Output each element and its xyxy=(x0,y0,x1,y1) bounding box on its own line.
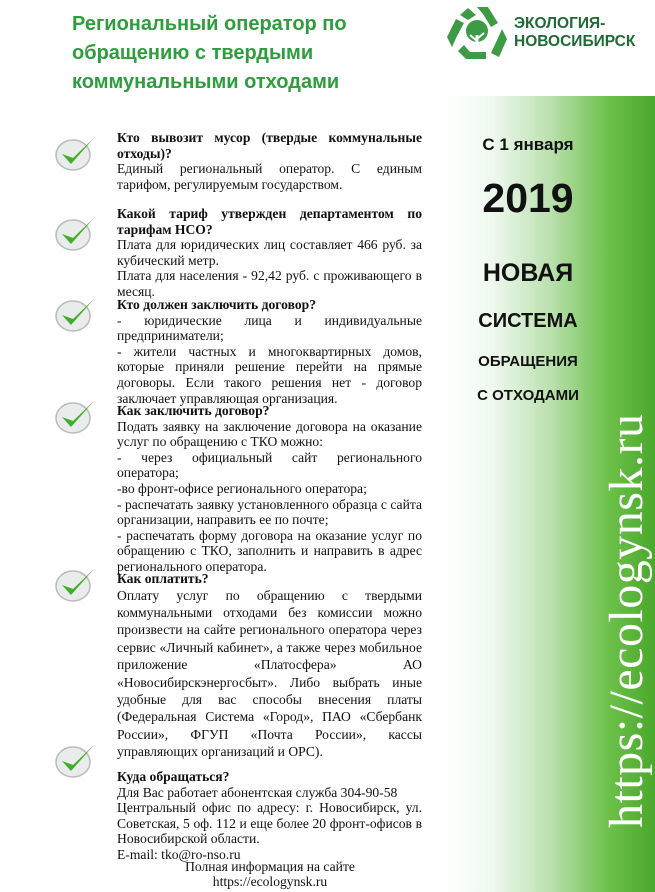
faq-answer-line: Для Вас работает абонентская служба 304-90-58 xyxy=(117,784,398,800)
faq-answer-line: Центральный офис по адресу: г. Новосибирск, ул. Советская, 5 оф. 112 и еще более 20 фронт-офисов в Новосибирской области. xyxy=(117,800,422,847)
faq-answer-line: - жители частных и многоквартирных домов, которые приняли решение перейти на прямые договоры. Если такого решения нет - договор заключает управляющая организация. xyxy=(117,343,422,406)
faq-answer-line: - через официальный сайт регионального оператора; xyxy=(117,449,422,481)
faq-question: Как заключить договор? xyxy=(117,403,270,418)
promo-line4: С ОТХОДАМИ xyxy=(477,387,579,404)
check-icon xyxy=(54,397,96,435)
recycle-tree-icon xyxy=(446,5,508,61)
faq-answer-line: Подать заявку на заключение договора на оказание услуг по обращению с ТКО можно: xyxy=(117,418,422,450)
faq-question: Кто вывозит мусор (твердые коммунальные отходы)? xyxy=(117,130,422,161)
email-line[interactable]: E-mail: tko@ro-nso.ru xyxy=(117,846,241,862)
faq-answer-line: -во фронт-офисе регионального оператора; xyxy=(117,480,367,496)
page-title: Региональный оператор по обращению с твердыми коммунальными отходами xyxy=(72,13,347,93)
faq-answer-line: Плата для населения - 92,42 руб. с проживающего в месяц. xyxy=(117,268,422,299)
faq-answer-line: - распечатать заявку установленного образца с сайта организации, направить ее по почте; xyxy=(117,496,422,528)
footer-info: Полная информация на сайте xyxy=(185,859,355,874)
faq-question: Куда обращаться? xyxy=(117,769,230,784)
promo-year: 2019 xyxy=(482,175,574,221)
vertical-website-url[interactable]: https://ecologynsk.ru xyxy=(600,413,653,828)
faq-section xyxy=(117,403,422,575)
check-icon xyxy=(54,565,96,603)
check-icon xyxy=(54,741,96,779)
faq-answer-line: Оплату услуг по обращению с твердыми коммунальными отходами без комиссии можно произвести на сайте регионального оператора через сервис «Личный кабинет», а также через мобильное приложение «Платосфера» АО «Новосибирскэнергосбыт». Либо выбрать иные удобные для вас способы внесения платы (Федеральная Система «Город», ПАО «Сбербанк России», ФГУП «Почта России», кассы управляющих организаций и ОРС). xyxy=(117,587,422,760)
promo-line3: ОБРАЩЕНИЯ xyxy=(478,353,578,370)
faq-answer-line: - распечатать форму договора на оказание услуг по обращению с ТКО, заполнить и направить в адрес регионального оператора. xyxy=(117,527,422,574)
check-icon xyxy=(54,295,96,333)
faq-section xyxy=(117,571,422,761)
faq-section xyxy=(117,206,422,300)
logo-line2: НОВОСИБИРСК xyxy=(514,33,636,50)
faq-answer-line: Единый региональный оператор. С единым тарифом, регулируемым государством. xyxy=(117,161,422,192)
faq-answer-line: Плата для юридических лиц составляет 466 руб. за кубический метр. xyxy=(117,237,422,268)
logo xyxy=(446,4,651,62)
logo-line1: ЭКОЛОГИЯ- xyxy=(514,15,606,32)
promo-date: С 1 января xyxy=(482,135,574,154)
faq-question: Какой тариф утвержден департаментом по тарифам НСО? xyxy=(117,206,422,237)
check-icon xyxy=(54,134,96,172)
footer-link[interactable]: https://ecologynsk.ru xyxy=(212,874,328,890)
faq-question: Как оплатить? xyxy=(117,571,209,586)
faq-section xyxy=(117,769,422,863)
faq-section xyxy=(117,130,422,192)
promo-line1: НОВАЯ xyxy=(482,259,574,287)
footer xyxy=(150,859,390,890)
faq-answer-line: - юридические лица и индивидуальные предприниматели; xyxy=(117,312,422,344)
faq-section xyxy=(117,297,422,406)
check-icon xyxy=(54,214,96,252)
promo-line2: СИСТЕМА xyxy=(478,310,578,332)
faq-question: Кто должен заключить договор? xyxy=(117,297,316,312)
